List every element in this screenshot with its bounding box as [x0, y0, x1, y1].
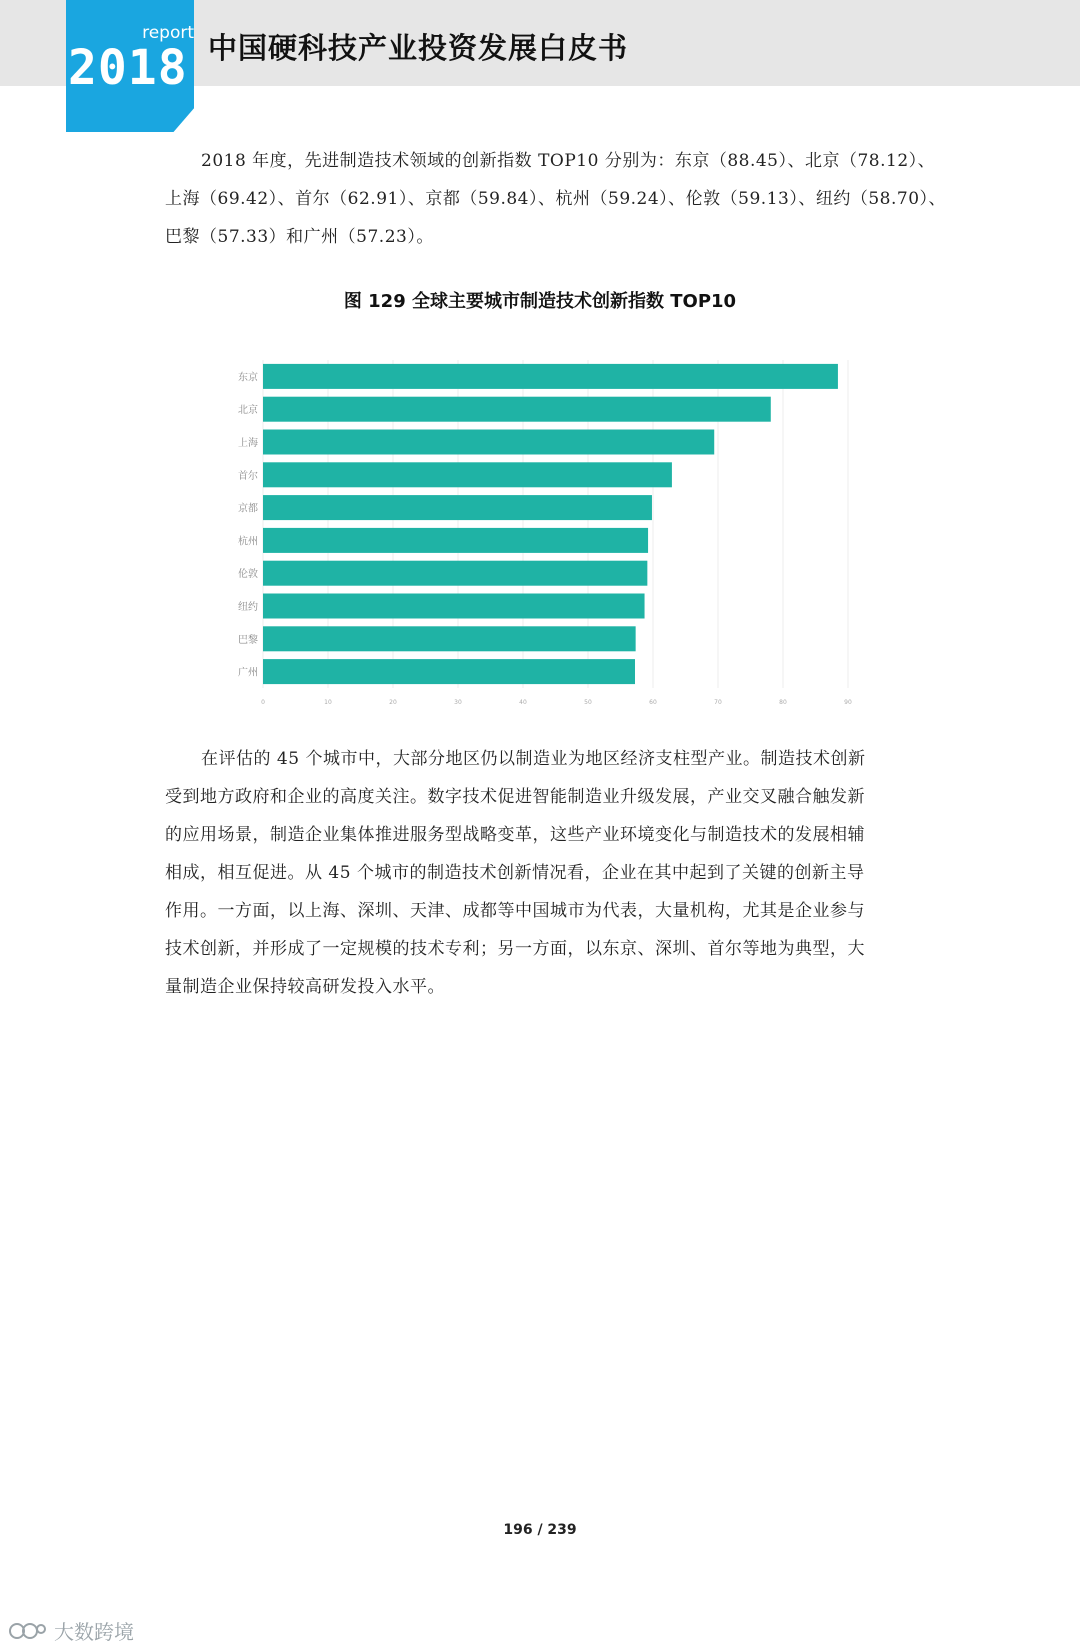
- watermark-logo-icon: [8, 1620, 48, 1642]
- bar: [263, 364, 838, 389]
- bar: [263, 561, 647, 586]
- body-line: 相成，相互促进。从 45 个城市的制造技术创新情况看，企业在其中起到了关键的创新主导: [165, 863, 865, 883]
- category-label: 伦敦: [238, 569, 258, 581]
- x-tick-label: 70: [714, 699, 722, 706]
- category-label: 北京: [238, 405, 258, 417]
- category-label: 广州: [238, 667, 258, 679]
- logo-year-text: 2018: [68, 40, 188, 96]
- intro-line: 巴黎（57.33）和广州（57.23）。: [165, 227, 434, 247]
- bar-chart: [230, 348, 850, 712]
- x-tick-label: 60: [649, 699, 657, 706]
- bar: [263, 397, 771, 422]
- category-label: 巴黎: [238, 634, 258, 646]
- bar: [263, 495, 652, 520]
- intro-line: 上海（69.42）、首尔（62.91）、京都（59.84）、杭州（59.24）、伦敦（59.13）、纽约（58.70）、: [165, 189, 947, 209]
- category-label: 东京: [238, 372, 258, 384]
- body-line: 在评估的 45 个城市中，大部分地区仍以制造业为地区经济支柱型产业。制造技术创新: [201, 749, 866, 769]
- body-paragraph: [165, 740, 920, 1006]
- category-label: 京都: [238, 503, 258, 515]
- body-line: 技术创新，并形成了一定规模的技术专利；另一方面，以东京、深圳、首尔等地为典型，大: [165, 939, 865, 959]
- body-line: 量制造企业保持较高研发投入水平。: [165, 977, 445, 997]
- body-line: 作用。一方面，以上海、深圳、天津、成都等中国城市为代表，大量机构，尤其是企业参与: [165, 901, 865, 921]
- x-tick-label: 90: [844, 699, 852, 706]
- watermark: [8, 1616, 134, 1645]
- bar-chart-svg: [230, 348, 850, 708]
- figure-caption: 图 129 全球主要城市制造技术创新指数 TOP10: [343, 291, 737, 312]
- intro-line: 2018 年度，先进制造技术领域的创新指数 TOP10 分别为：东京（88.45）、北京（78.12）、: [201, 151, 936, 171]
- logo-report-text: report: [142, 23, 194, 43]
- category-label: 杭州: [238, 536, 258, 548]
- category-label: 纽约: [238, 602, 258, 613]
- page-number: 196 / 239: [503, 1522, 577, 1538]
- watermark-text: 大数跨境: [54, 1620, 134, 1644]
- document-title: 中国硬科技产业投资发展白皮书: [208, 31, 629, 65]
- x-tick-label: 80: [779, 699, 787, 706]
- bar: [263, 528, 648, 553]
- x-tick-label: 30: [454, 699, 462, 706]
- bar: [263, 594, 645, 619]
- bar: [263, 430, 714, 455]
- x-tick-label: 40: [519, 699, 527, 706]
- category-label: 上海: [238, 438, 258, 449]
- bar: [263, 659, 635, 684]
- x-tick-label: 20: [389, 699, 397, 706]
- x-tick-label: 10: [324, 699, 332, 706]
- category-label: 首尔: [238, 470, 258, 482]
- bar: [263, 626, 636, 651]
- bar: [263, 462, 672, 487]
- intro-paragraph: [165, 142, 947, 256]
- body-line: 受到地方政府和企业的高度关注。数字技术促进智能制造业升级发展，产业交叉融合触发新: [165, 787, 865, 807]
- x-tick-label: 50: [584, 699, 592, 706]
- body-line: 的应用场景，制造企业集体推进服务型战略变革，这些产业环境变化与制造技术的发展相辅: [165, 825, 865, 845]
- x-tick-label: 0: [261, 699, 265, 706]
